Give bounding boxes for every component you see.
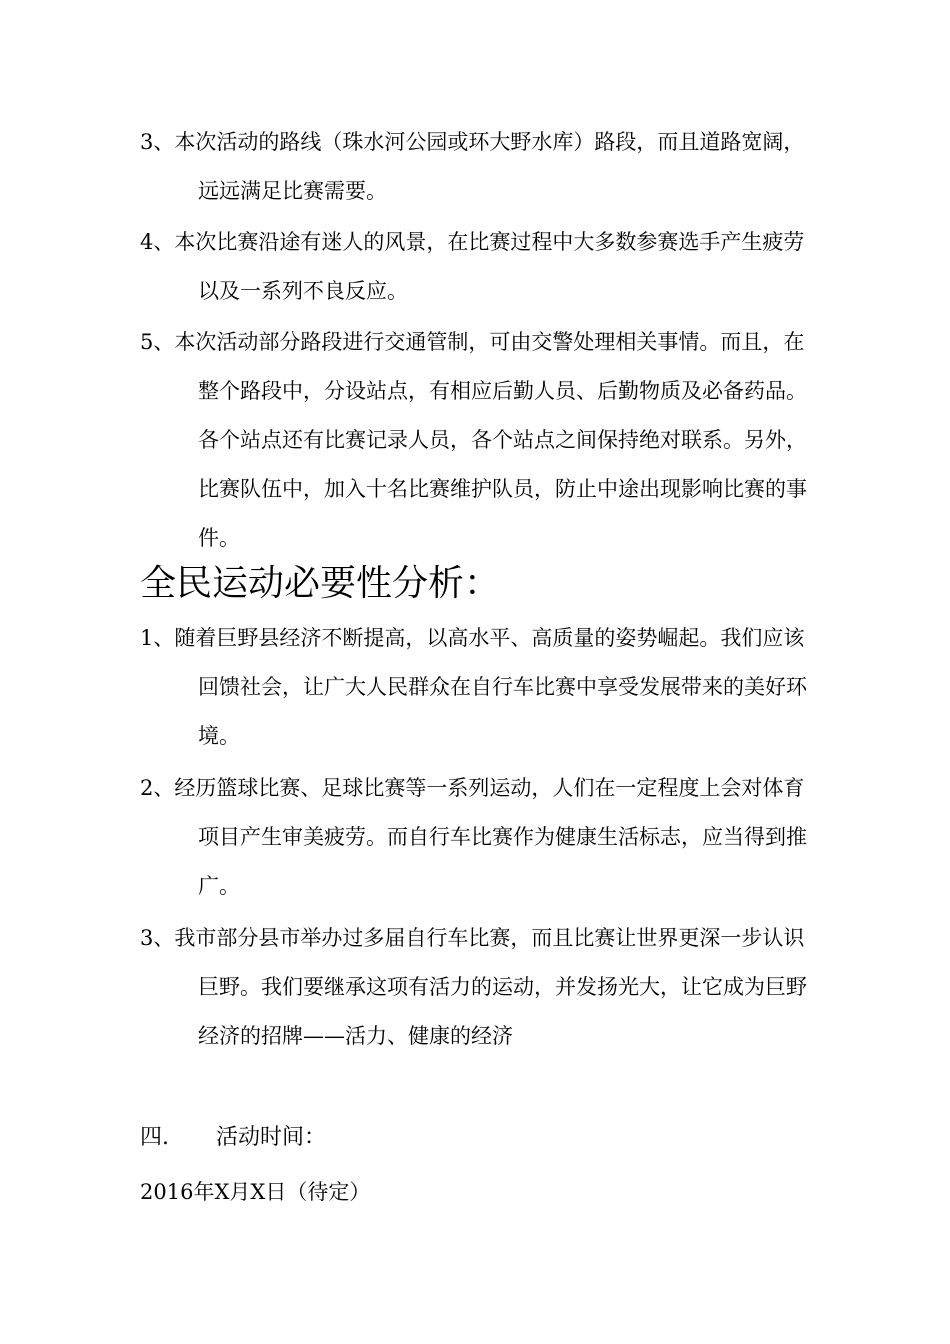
list-item-text: 随着巨野县经济不断提高，以高水平、高质量的姿势崛起。我们应该回馈社会，让广大人民群众在自行车比赛中享受发展带来的美好环境。	[174, 626, 807, 748]
list-item-text: 经历篮球比赛、足球比赛等一系列运动，人们在一定程度上会对体育项目产生审美疲劳。而自行车比赛作为健康生活标志，应当得到推广。	[174, 776, 807, 898]
list-item	[140, 218, 820, 316]
list-item	[140, 914, 820, 1061]
list-item-text: 本次比赛沿途有迷人的风景，在比赛过程中大多数参赛选手产生疲劳以及一系列不良反应。	[174, 230, 805, 303]
list-item	[140, 764, 820, 911]
list-item-body	[140, 914, 820, 1061]
list-item	[140, 118, 820, 216]
list-item-body	[140, 118, 820, 216]
section-heading: 全民运动必要性分析：	[140, 563, 501, 604]
list-item-number: 1、	[140, 626, 175, 650]
section-title-text: 活动时间：	[216, 1125, 327, 1150]
list-item-text: 本次活动的路线（珠水河公园或环大野水库）路段，而且道路宽阔，远远满足比赛需要。	[174, 130, 805, 203]
section-number: 四.	[140, 1125, 169, 1150]
list-item-number: 3、	[140, 130, 175, 154]
list-item-body	[140, 764, 820, 911]
list-item	[140, 614, 820, 761]
list-item-body	[140, 218, 820, 316]
event-date: 2016年X月X日（待定）	[140, 1180, 371, 1204]
list-item-number: 3、	[140, 926, 175, 950]
list-item-text: 本次活动部分路段进行交通管制，可由交警处理相关事情。而且，在整个路段中，分设站点，有相应后勤人员、后勤物质及必备药品。各个站点还有比赛记录人员，各个站点之间保持绝对联系。另外，比赛队伍中，加入十名比赛维护队员，防止中途出现影响比赛的事件。	[174, 330, 807, 550]
section-title	[140, 1118, 326, 1158]
list-item-body	[140, 318, 820, 563]
list-item-text: 我市部分县市举办过多届自行车比赛，而且比赛让世界更深一步认识巨野。我们要继承这项有活力的运动，并发扬光大，让它成为巨野经济的招牌——活力、健康的经济	[174, 926, 807, 1048]
list-item	[140, 318, 820, 563]
list-item-number: 4、	[140, 230, 175, 254]
list-item-number: 5、	[140, 330, 175, 354]
list-item-body	[140, 614, 820, 761]
list-item-number: 2、	[140, 776, 175, 800]
